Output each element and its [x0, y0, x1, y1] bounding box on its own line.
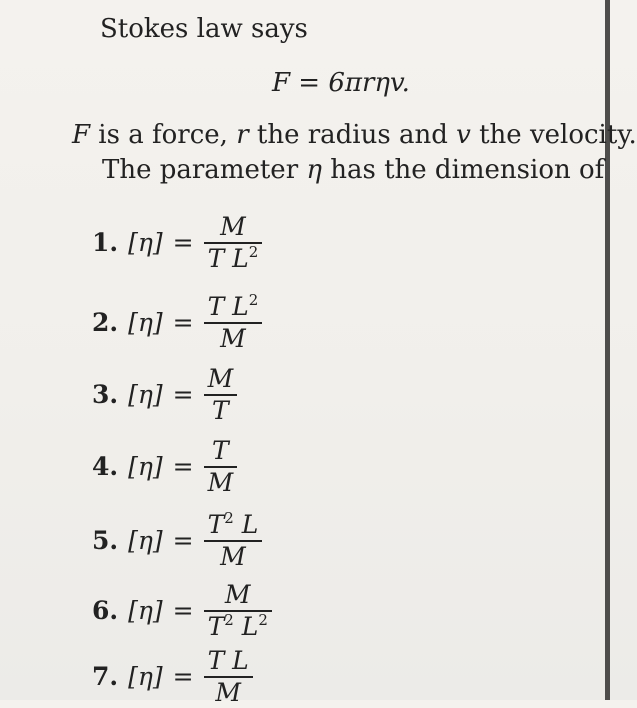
denominator: [211, 678, 245, 708]
numerator-tail: L: [233, 510, 259, 539]
numerator-text: M: [207, 364, 234, 393]
desc-text-1: is a force,: [90, 120, 237, 150]
intro-text: Stokes law says: [100, 14, 308, 44]
denominator: [204, 612, 272, 642]
description-line-2: [102, 155, 604, 185]
eta-bracket: [η]: [128, 662, 163, 692]
option-number: 3.: [92, 380, 119, 410]
denominator: [204, 244, 263, 274]
denominator: [216, 324, 250, 354]
symbol-v: v: [456, 120, 471, 150]
exponent: 2: [248, 291, 259, 309]
equals-sign: =: [172, 596, 194, 626]
numerator-text: T L: [207, 292, 249, 321]
eta-bracket: [η]: [128, 526, 163, 556]
option-1[interactable]: [92, 212, 262, 274]
numerator-text: T: [207, 510, 225, 539]
fraction: [204, 292, 263, 354]
stokes-formula: F = 6πrηv.: [272, 68, 410, 98]
option-number: 5.: [92, 526, 119, 556]
desc-text-3: the velocity.: [470, 120, 637, 150]
equals-sign: =: [172, 526, 194, 556]
equals-sign: =: [172, 662, 194, 692]
denominator: [204, 468, 238, 498]
option-number: 7.: [92, 662, 119, 692]
denominator-text: T: [207, 611, 225, 641]
numerator: [204, 510, 263, 540]
numerator-text: M: [224, 580, 251, 609]
option-number: 2.: [92, 308, 119, 338]
equals-sign: =: [172, 308, 194, 338]
exponent: 2: [248, 242, 259, 261]
denominator: [216, 542, 250, 572]
numerator-text: M: [220, 212, 246, 241]
fraction: [204, 510, 263, 572]
numerator: [204, 364, 238, 394]
symbol-eta: η: [306, 155, 322, 185]
equals-sign: =: [172, 452, 194, 482]
eta-bracket: [η]: [128, 452, 163, 482]
fraction: [204, 646, 253, 708]
option-2[interactable]: [92, 292, 262, 354]
eta-bracket: [η]: [128, 308, 163, 338]
desc-text-2: the radius and: [248, 120, 457, 150]
denominator-text: M: [220, 541, 246, 571]
numerator: [216, 212, 250, 242]
option-number: 1.: [92, 228, 119, 258]
eta-bracket: [η]: [128, 596, 163, 626]
page-edge-shadow: [605, 0, 610, 700]
exponent: 2: [258, 610, 268, 629]
denominator: [208, 396, 233, 426]
numerator: [208, 436, 233, 466]
option-6[interactable]: [92, 580, 272, 642]
option-7[interactable]: [92, 646, 253, 708]
denominator-tail: L: [233, 611, 259, 641]
desc-text-4: The parameter: [102, 155, 307, 185]
denominator-text: M: [207, 467, 234, 497]
exponent: 2: [224, 610, 234, 629]
fraction: [204, 580, 272, 642]
fraction: [204, 436, 238, 498]
equals-sign: =: [172, 380, 194, 410]
symbol-r: r: [236, 120, 249, 150]
denominator-text: T L: [207, 243, 249, 273]
desc-text-5: has the dimension of: [321, 155, 605, 185]
denominator-text: M: [220, 323, 246, 353]
option-4[interactable]: [92, 436, 237, 498]
option-number: 6.: [92, 596, 119, 626]
option-5[interactable]: [92, 510, 262, 572]
exponent: 2: [224, 509, 234, 527]
equals-sign: =: [172, 228, 194, 258]
numerator-text: T: [212, 436, 229, 465]
fraction: [204, 212, 263, 274]
eta-bracket: [η]: [128, 228, 163, 258]
fraction: [204, 364, 238, 426]
description-line-1: [72, 120, 637, 150]
numerator-text: T L: [207, 646, 249, 675]
numerator: [204, 646, 253, 676]
option-number: 4.: [92, 452, 119, 482]
eta-bracket: [η]: [128, 380, 163, 410]
symbol-f: F: [72, 120, 91, 150]
denominator-text: M: [215, 677, 241, 707]
numerator: [221, 580, 255, 610]
denominator-text: T: [212, 395, 229, 425]
option-3[interactable]: [92, 364, 237, 426]
numerator: [204, 292, 263, 322]
